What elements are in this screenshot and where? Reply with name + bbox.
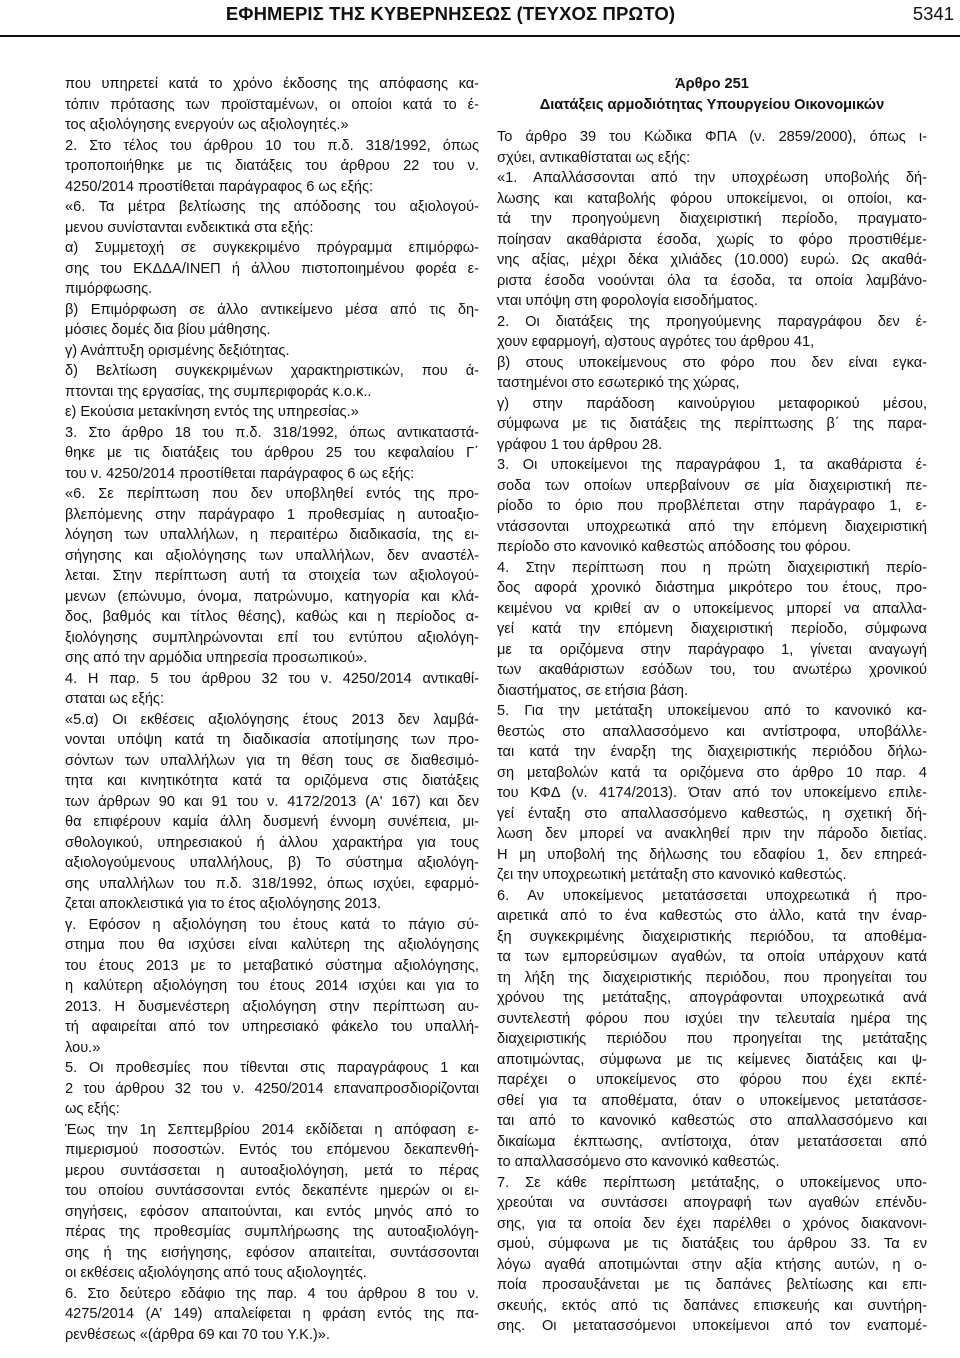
text-line: χρεούται να συντάσσει απογραφή των αγαθών επένδυ- xyxy=(497,1195,927,1211)
text-line: γ) Ανάπτυξη ορισμένης δεξιότητας. xyxy=(65,342,290,359)
text-line: σταται ως εξής: xyxy=(65,691,165,707)
text-line: λωση δεν μπορεί να ανακληθεί πριν την πάροδο διετίας. xyxy=(497,826,927,842)
text-line: σοδα των οποίων υπερβαίνουν σε μία διαχειριστική πε- xyxy=(497,477,927,494)
text-line: 5. Οι προθεσμίες που τίθενται στις παραγράφους 1 και xyxy=(65,1060,479,1076)
text-line: τροποποιήθηκε με τις διατάξεις του άρθρου 22 του ν. xyxy=(65,158,479,174)
text-line: σης του ΕΚΔΔΑ/ΙΝΕΠ ή άλλου πιστοποιημένου φορέα ε- xyxy=(65,260,479,277)
text-line: «1. Απαλλάσσονται από την υποχρέωση υποβολής δή- xyxy=(497,170,927,186)
text-line: 7. Σε κάθε περίπτωση μετάταξης, ο υποκείμενος υπο- xyxy=(497,1174,927,1191)
text-line: χουν εφαρμογή, α)στους αγρότες του άρθρου 41, xyxy=(497,334,815,350)
text-line: οι εκθέσεις αξιολόγησης από τους αξιολογητές. xyxy=(65,1265,367,1281)
text-line: τόπιν πρότασης των προϊσταμένων, οι οποίοι κατά το έ- xyxy=(65,96,479,113)
text-line: αξιολογούμενους υπαλλήλους, β) Το σύστημα αξιολόγη- xyxy=(65,855,479,871)
text-line: η καλύτερη αξιολόγηση του έτους 2014 ισχύει και για το xyxy=(65,978,479,994)
text-line: σθεί για τα αποθέματα, όταν ο υποκείμενος μετατάσσε- xyxy=(497,1092,927,1109)
text-line: β) Επιμόρφωση σε άλλο αντικείμενο μέσα από τις δη- xyxy=(65,301,479,318)
text-line: 4. Η παρ. 5 του άρθρου 32 του ν. 4250/2014 αντικαθί- xyxy=(65,670,479,687)
text-line: τος αξιολόγησης ενεργούν ως αξιολογητές.» xyxy=(65,117,349,133)
text-line: ται κατά την έναρξη της διαχειριστικής περιόδου δήλω- xyxy=(497,744,927,760)
text-line: ζει την υποχρεωτική μετάταξη στο κανονικό καθεστώς. xyxy=(497,867,847,883)
text-line: τα των εμπορεύσιμων αγαθών, τα οποία υπάρχουν κατά xyxy=(497,949,927,965)
text-line: νται υπόψη στη φορολογία εισοδήματος. xyxy=(497,293,758,309)
text-line: ντάσσονται υποχρεωτικά από την επόμενη διαχειριστική xyxy=(497,518,927,535)
text-line: το απαλλασσόμενο στο κανονικό καθεστώς. xyxy=(497,1154,780,1170)
text-line: λεται. Στην περίπτωση αυτή τα στοιχεία των αξιολογού- xyxy=(65,568,479,584)
text-line: Η μη υποβολή της δήλωσης του εδαφίου 1, δεν επηρεά- xyxy=(497,846,927,863)
text-line: θεστώς στο απαλλασσόμενο και αντίστροφα, υποβάλλε- xyxy=(497,723,927,740)
text-line: ριστα έσοδα νοούνται όλα τα έσοδα, τα οποία λαμβάνο- xyxy=(497,272,927,289)
text-line: λωσης και καταβολής φόρου υποκείμενοι, οι οποίοι, κα- xyxy=(497,190,927,207)
text-line: σης υπαλλήλων του π.δ. 318/1992, όπως ισχύει, εφαρμό- xyxy=(65,875,479,892)
text-line: σης, για τα οποία δεν έχει παρέλθει ο χρόνος διακανονι- xyxy=(497,1215,927,1232)
text-line: τή αφαιρείται από τον υπηρεσιακό φάκελο του υπαλλή- xyxy=(65,1019,479,1035)
article-heading: Διατάξεις αρμοδιότητας Υπουργείου Οικονομικών xyxy=(539,96,885,113)
text-line: μενων (επώνυμο, όνομα, πατρώνυμο, κατηγορία και κλά- xyxy=(65,588,479,605)
text-line: 3. Στο άρθρο 18 του π.δ. 318/1992, όπως αντικαταστά- xyxy=(65,424,479,441)
text-line: ται από το κανονικό καθεστώς στο απαλλασσόμενο και xyxy=(497,1113,927,1129)
text-line: χρόνου της μετάταξης, απογράφονται υποχρεωτικά ανά xyxy=(497,990,927,1006)
text-line: που υπηρετεί κατά το χρόνο έκδοσης της απόφασης κα- xyxy=(65,76,479,92)
right-column-body xyxy=(497,127,927,1337)
text-line: «6. Σε περίπτωση που δεν υποβληθεί εντός της προ- xyxy=(65,486,479,502)
text-line: αιρετικά από το ένα καθεστώς στο άλλο, κατά την έναρ- xyxy=(497,908,927,924)
text-line: του ν. 4250/2014 προστίθεται παράγραφος 6 ως εξής: xyxy=(65,465,415,482)
text-line: δικαίωμα έκπτωσης, αντίστοιχα, όταν μετατάσσεται από xyxy=(497,1133,927,1150)
text-line: ε) Εκούσια μετακίνηση εντός της υπηρεσίας.» xyxy=(65,404,359,420)
right-column xyxy=(497,74,927,1337)
text-line: διαστήματος, σε ετήσια βάση. xyxy=(497,682,689,699)
text-line: μενου συνίστανται ενδεικτικά στα εξής: xyxy=(65,219,314,236)
text-line: παρέχει ο υποκείμενος στο φόρου που έχει εκπέ- xyxy=(497,1072,927,1088)
text-line: γεί κατά την επόμενη διαχειριστική περίοδο, σύμφωνα xyxy=(497,621,927,637)
text-line: πιμερισμού ποσοστών. Εντός του επόμενου δεκαπενθή- xyxy=(65,1142,479,1158)
text-line: με τα οριζόμενα στην παράγραφο 1, γίνεται αναγωγή xyxy=(497,641,927,658)
gazette-title: ΕΦΗΜΕΡΙΣ ΤΗΣ ΚΥΒΕΡΝΗΣΕΩΣ (ΤΕΥΧΟΣ ΠΡΩΤΟ) xyxy=(225,3,676,24)
text-line: σόντων των υπαλλήλων για τη θέση τους σε διαθεσιμό- xyxy=(65,752,479,769)
text-line: 6. Αν υποκείμενος μετατάσσεται υποχρεωτικά ή προ- xyxy=(497,887,927,904)
text-line: γ. Εφόσον η αξιολόγηση του έτους κατά το πάγιο σύ- xyxy=(65,916,479,933)
text-line: 4275/2014 (Α’ 149) απαλείφεται η φράση εντός της πα- xyxy=(65,1306,479,1322)
text-line: ποία προσαυξάνεται με τις δαπάνες βελτίωσης και επι- xyxy=(497,1277,927,1293)
text-line: μόσιες δομές δια βίου μάθησης. xyxy=(65,322,271,338)
text-line: σκευής, εκτός από τις δαπάνες επισκευής και συντήρη- xyxy=(497,1297,927,1314)
text-line: θηκε με τις διατάξεις του άρθρου 25 του κεφαλαίου Γ΄ xyxy=(65,445,479,461)
text-line: «5.α) Οι εκθέσεις αξιολόγησης έτους 2013 δεν λαμβά- xyxy=(65,711,479,728)
text-line: ρενθέσεως «(άρθρα 69 και 70 του Υ.Κ.)». xyxy=(65,1326,330,1343)
text-line: στημα που θα ισχύσει είναι καλύτερη της αξιολόγησης xyxy=(65,937,479,953)
text-line: βλεπόμενης στην παράγραφο 1 προθεσμίας η αυτοαξιο- xyxy=(65,506,479,523)
text-line: 3. Οι υποκείμενοι της παραγράφου 1, τα ακαθάριστα έ- xyxy=(497,457,927,473)
text-line: κειμένου να κριθεί αν ο υποκείμενος μπορεί να απαλλα- xyxy=(497,600,927,617)
page-header xyxy=(0,0,960,30)
text-line: των ακαθάριστων εσόδων του, του ανωτέρω χρονικού xyxy=(497,662,927,678)
text-line: 4250/2014 προστίθεται παράγραφος 6 ως εξής: xyxy=(65,178,374,195)
text-line: 5. Για την μετάταξη υποκείμενου από το κανονικό κα- xyxy=(497,703,927,719)
text-line: διαχειριστικής περιόδου που προηγείται της μετάταξης xyxy=(497,1031,927,1047)
text-line: σύμφωνα με τις διατάξεις της περίπτωσης β΄ της παρα- xyxy=(497,416,927,432)
text-line: α) Συμμετοχή σε συγκεκριμένο πρόγραμμα επιμόρφω- xyxy=(65,240,479,256)
text-line: του ΚΦΔ (ν. 4174/2013). Όταν από τον υποκείμενο επιλε- xyxy=(497,785,927,801)
text-line: σήγησης και αξιολόγησης των υπαλλήλων, δεν αναστέλ- xyxy=(65,547,479,564)
text-line: ξη συγκεκριμένης διαχειριστικής περιόδου, τα αποθέμα- xyxy=(497,928,927,945)
text-line: σμού, σύμφωνα με τις διατάξεις του άρθρου 33. Τα εν xyxy=(497,1236,927,1252)
text-line: ζεται αποκλειστικά για το έτος αξιολόγησης 2013. xyxy=(65,896,382,912)
text-line: λου.» xyxy=(65,1039,101,1056)
text-line: μερου συντάσσεται η αυτοαξιολόγηση, μετά το πέρας xyxy=(65,1162,479,1179)
text-line: ξιολόγησης συμπληρώνονται επί του εντύπου αξιολόγη- xyxy=(65,629,479,646)
text-line: σχύει, αντικαθίσταται ως εξής: xyxy=(497,149,691,166)
text-line: 2. Οι διατάξεις της προηγούμενης παραγράφου δεν έ- xyxy=(497,313,927,330)
text-line: ταστημένοι στο εσωτερικό της χώρας, xyxy=(497,375,740,391)
text-line: δος αφορά χρονικό διάστημα μικρότερο του έτους, προ- xyxy=(497,580,927,596)
text-line: 2013. Η δυσμενέστερη αξιολόγηση στην περίπτωση αυ- xyxy=(65,998,479,1015)
text-line: λόγω αγαθά αποτιμώνται στην αξία κτήσης αυτών, η ο- xyxy=(497,1256,927,1273)
text-line: τητα και κινητικότητα κατά τα οριζόμενα στις διατάξεις xyxy=(65,773,479,789)
text-line: σης από την αρμόδια υπηρεσία προσωπικού». xyxy=(65,650,368,666)
text-line: 4. Στην περίπτωση που η πρώτη διαχειριστική περίο- xyxy=(497,559,927,576)
text-line: ποίησαν ακαθάριστα έσοδα, χωρίς το φόρο προστιθέμε- xyxy=(497,231,927,248)
text-line: γράφου 1 του άρθρου 28. xyxy=(497,436,663,453)
text-line: περίοδο στο κανονικό καθεστώς απόδοσης του φόρου. xyxy=(497,539,852,555)
text-line: σηγήσεις, εφόσον απαιτούνται, και εντός μηνός από το xyxy=(65,1203,479,1220)
text-line: β) στους υποκείμενους στο φόρο που δεν είναι εγκα- xyxy=(497,354,927,371)
text-line: θα επιφέρουν καμία άλλη δυσμενή έννομη συνέπεια, μι- xyxy=(65,814,479,830)
text-line: 2. Στο τέλος του άρθρου 10 του π.δ. 318/1992, όπως xyxy=(65,137,479,154)
text-line: νονται υπόψη κατά τη διαδικασία αποτίμησης των προ- xyxy=(65,732,479,748)
text-line: Το άρθρο 39 του Κώδικα ΦΠΑ (ν. 2859/2000), όπως ι- xyxy=(497,129,927,145)
text-line: ως εξής: xyxy=(65,1101,120,1117)
text-line: του οποίου συντάσσονται εντός δεκαπέντε ημερών οι ει- xyxy=(65,1183,479,1199)
text-line: πιμόρφωσης. xyxy=(65,281,153,297)
text-line: τη λήξη της διαχειριστικής περιόδου, που προηγείται του xyxy=(497,969,927,986)
article-number: Άρθρο 251 xyxy=(675,76,749,92)
article-spacer xyxy=(497,115,927,127)
text-line: «6. Τα μέτρα βελτίωσης της απόδοσης του αξιολογού- xyxy=(65,199,479,215)
text-line: Έως την 1η Σεπτεμβρίου 2014 εκδίδεται η απόφαση ε- xyxy=(65,1121,479,1138)
text-line: ρίοδο το όριο που προβλέπεται στην παράγραφο 1, ε- xyxy=(497,498,927,514)
text-line: σθολογικού, υπηρεσιακού ή άλλου χαρακτήρα για τους xyxy=(65,834,479,851)
page-number: 5341 xyxy=(912,3,954,24)
text-line: ση μεταβολών κατά τα οριζόμενα στο άρθρο 10 παρ. 4 xyxy=(497,764,927,781)
text-line: γεί ένταξη στο απαλλασσόμενο καθεστώς, η σχετική δή- xyxy=(497,805,927,822)
text-line: συντελεστή φόρου που ισχύει την τελευταία ημέρα της xyxy=(497,1010,927,1027)
text-line: 6. Στο δεύτερο εδάφιο της παρ. 4 του άρθρου 8 του ν. xyxy=(65,1285,479,1302)
text-line: γ) στην παράδοση καινούργιου μεταφορικού μέσου, xyxy=(497,395,927,412)
text-line: λόγηση των υπαλλήλων, η περαιτέρω διαδικασία, της ει- xyxy=(65,527,479,543)
text-line: πτονται της εργασίας, της συμπεριφοράς κ.ο.κ.. xyxy=(65,383,372,400)
text-line: σης ή της εισήγησης, εφόσον απαιτείται, συντάσσονται xyxy=(65,1244,479,1261)
text-line: δ) Βελτίωση συγκεκριμένων χαρακτηριστικών, που ά- xyxy=(65,363,479,379)
text-line: των άρθρων 90 και 91 του ν. 4172/2013 (Α' 167) και δεν xyxy=(65,793,479,810)
text-line: πέρας της προθεσμίας συμπλήρωσης της αυτοαξιολόγη- xyxy=(65,1224,479,1240)
text-line: νης αξίας, μέχρι δέκα χιλιάδες (10.000) ευρώ. Ως ακαθά- xyxy=(497,252,927,268)
text-line: δος, βαθμός και τίτλος θέσης), καθώς και η περίοδος α- xyxy=(65,609,479,625)
text-line: του έτους 2013 με το μεταβατικό σύστημα αξιολόγησης, xyxy=(65,957,479,974)
text-line: σης. Οι μετατασσόμενοι υποκείμενοι από τον εναπομέ- xyxy=(497,1318,927,1334)
left-column xyxy=(65,74,479,1345)
text-line: 2 του άρθρου 32 του ν. 4250/2014 επαναπροσδιορίζονται xyxy=(65,1080,479,1097)
header-divider xyxy=(0,35,960,37)
text-line: τά την προηγούμενη διαχειριστική περίοδο, πραγματο- xyxy=(497,211,927,227)
text-line: αποτιμώντας, σύμφωνα με τις κείμενες διατάξεις και ψ- xyxy=(497,1051,927,1068)
